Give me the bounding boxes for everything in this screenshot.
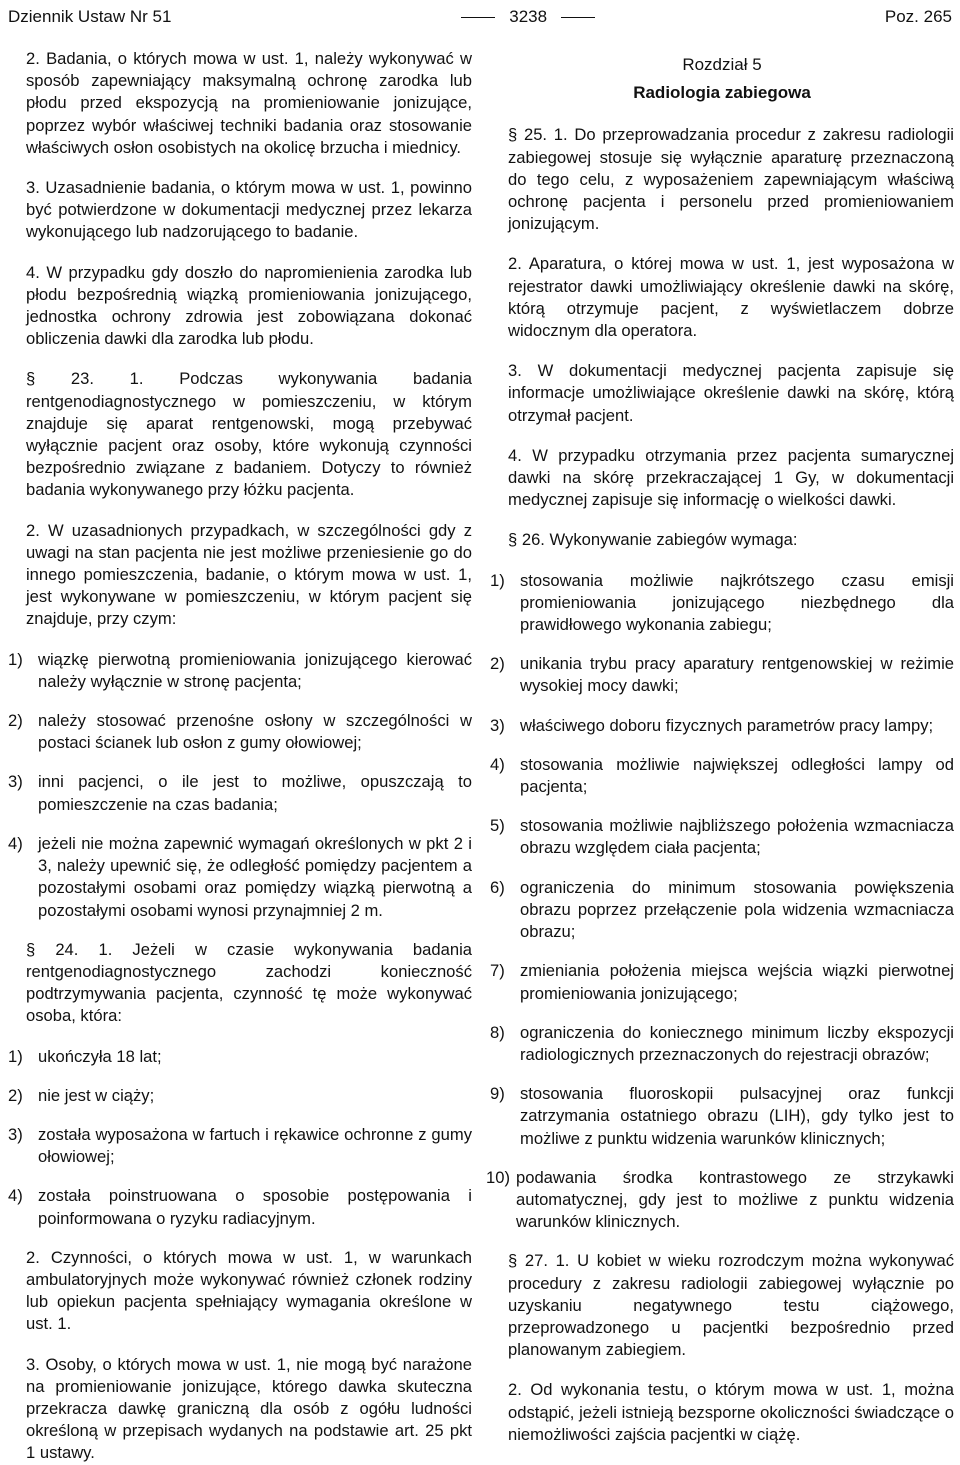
paragraph: § 24. 1. Jeżeli w czasie wykonywania badania rentgenodiagnostycznego zachodzi konieczność podtrzymywania pacjenta, czynność tę może wykonywać osoba, która: [26,939,472,1026]
list-text: zmieniania położenia miejsca wejścia wiązki pierwotnej promieniowania jonizującego; [520,961,954,1003]
paragraph: § 26. Wykonywanie zabiegów wymaga: [508,530,798,550]
list-item [8,771,472,815]
paragraph: 2. W uzasadnionych przypadkach, w szczególności gdy z uwagi na stan pacjenta nie jest możliwe przeniesienie go do innego pomieszczenia, badanie, o którym mowa w ust. 1, jest wykonywane w pomieszczeniu, w którym pacjent się znajduje, przy czym: [26,520,472,629]
paragraph: 3. Uzasadnienie badania, o którym mowa w ust. 1, powinno być potwierdzone w dokumentacji medycznej przez lekarza wykonującego lub nadzorującego to badanie. [26,178,472,242]
list-item [490,570,954,637]
list-text: podawania środka kontrastowego ze strzykawki automatycznej, gdy jest to możliwe z punktu widzenia warunków klinicznych. [516,1167,954,1232]
text-columns [8,48,954,1463]
dash-right [561,17,595,18]
list-text: została wyposażona w fartuch i rękawice ochronne z gumy ołowiowej; [38,1124,472,1167]
list-item [8,1085,472,1107]
list-text: wiązkę pierwotną promieniowania jonizującego kierować należy wyłącznie w stronę pacjenta; [38,649,472,691]
list-item [490,754,954,798]
right-column [486,48,954,1447]
chapter-number: Rozdział 5 [682,55,762,74]
list-item [490,715,954,737]
paragraph: 2. Badania, o których mowa w ust. 1, należy wykonywać w sposób zapewniający maksymalną ochronę zarodka lub płodu przed ekspozycją na promieniowanie jonizujące, poprzez wybór właściwej techniki badania oraz stosowanie właściwych osłon osobistych na okolicę brzucha i miednicy. [26,49,472,157]
list-number: 2) [8,711,23,731]
paragraph: 3. Osoby, o których mowa w ust. 1, nie mogą być narażone na promieniowanie jonizujące, którego dawka skuteczna przekracza dawkę graniczną dla osób z ogółu ludności określoną w przepisach wydanych na podstawie art. 25 pkt 1 ustawy. [26,1354,472,1463]
list-text: unikania trybu pracy aparatury rentgenowskiej w reżimie wysokiej mocy dawki; [520,654,954,696]
chapter-title: Radiologia zabiegowa [633,83,811,103]
list-item [490,1083,954,1150]
list-item [8,1046,472,1068]
list-text: nie jest w ciąży; [38,1085,155,1105]
list-number: 3) [8,1124,23,1144]
list-item [490,960,954,1004]
dash-left [461,17,495,18]
list-text: ograniczenia do koniecznego minimum liczby ekspozycji radiologicznych przeznaczonych do rejestracji obrazów; [520,1022,954,1064]
paragraph: § 25. 1. Do przeprowadzania procedur z zakresu radiologii zabiegowej stosuje się wyłącznie aparaturę przeznaczoną do tego celu, z wyposażeniem zapewniającym właściwą ochronę pacjenta i personelu przed promieniowaniem jonizującym. [508,125,954,234]
position-number: Poz. 265 [884,7,952,26]
paragraph: 2. Od wykonania testu, o którym mowa w ust. 1, można odstąpić, jeżeli istnieją bezsporne okoliczności świadczące o niemożliwości zajścia pacjentki w ciążę. [508,1380,954,1444]
list-number: 1) [490,570,505,590]
paragraph: 3. W dokumentacji medycznej pacjenta zapisuje się informacje umożliwiające określenie dawki na skórę, którą otrzymał pacjent. [508,361,954,425]
list-item [490,877,954,944]
list-text: stosowania fluoroskopii pulsacyjnej oraz funkcji zatrzymania ostatniego obrazu (LIH), gdy tylko jest to możliwe z punktu widzenia warunków klinicznych; [520,1084,954,1148]
list-text: została poinstruowana o sposobie postępowania i poinformowana o ryzyku radiacyjnym. [38,1186,472,1228]
list-text: jeżeli nie można zapewnić wymagań określonych w pkt 2 i 3, należy upewnić się, że odległość pomiędzy pacjentem a pozostałymi osobami oraz pomiędzy wiązką pierwotną a pozostałymi osobami wynosi przynajmniej 2 m. [38,833,472,920]
list-item [490,653,954,697]
list-item [8,833,472,922]
list-text: należy stosować przenośne osłony w szczególności w postaci ścianek lub osłon z gumy ołowiowej; [38,711,472,753]
list-number: 10) [486,1167,510,1187]
paragraph: § 23. 1. Podczas wykonywania badania rentgenodiagnostycznego w pomieszczeniu, w którym znajduje się aparat rentgenowski, mogą przebywać wyłącznie pacjent oraz osoby, które wykonują czynności bezpośrednio związane z badaniem. Dotyczy to również badania wykonywanego przy łóżku pacjenta. [26,369,472,500]
list-item [8,1124,472,1168]
page-number: 3238 [509,7,548,26]
journal-title: Dziennik Ustaw Nr 51 [8,7,172,26]
list-text: stosowania możliwie najbliższego położenia wzmacniacza obrazu względem ciała pacjenta; [520,816,954,858]
page-number-block [461,7,595,27]
list-text: stosowania możliwie najkrótszego czasu emisji promieniowania jonizującego niezbędnego dla prawidłowego wykonania zabiegu; [520,570,954,635]
list-number: 5) [490,816,505,836]
paragraph: 2. Czynności, o których mowa w ust. 1, w warunkach ambulatoryjnych może wykonywać również członek rodziny lub opiekun pacjenta spełniający wymagania określone w ust. 1. [26,1247,472,1334]
list-text: ukończyła 18 lat; [38,1046,162,1066]
list-number: 1) [8,1046,23,1066]
paragraph: 4. W przypadku otrzymania przez pacjenta sumarycznej dawki na skórę przekraczającej 1 Gy, w dokumentacji medycznej zapisuje się informację o wielkości dawki. [508,445,954,510]
paragraph: § 27. 1. U kobiet w wieku rozrodczym można wykonywać procedury z zakresu radiologii zabiegowej wyłącznie po uzyskaniu negatywnego testu ciążowego, przeprowadzonego u pacjentki bezpośrednio przed planowanym zabiegiem. [508,1251,954,1360]
list-text: właściwego doboru fizycznych parametrów pracy lampy; [520,715,934,735]
list-item [486,1167,954,1234]
list-number: 4) [8,833,23,853]
list-number: 3) [490,715,505,735]
list-item [8,1185,472,1229]
list-text: stosowania możliwie największej odległości lampy od pacjenta; [520,754,954,797]
list-number: 6) [490,877,505,897]
list-number: 3) [8,772,23,792]
list-item [8,710,472,754]
list-number: 7) [490,961,505,981]
paragraph: 2. Aparatura, o której mowa w ust. 1, jest wyposażona w rejestrator dawki umożliwiający określenie dawki na skórę, którą otrzymuje pacjent, z wyświetlaczem dobrze widocznym dla operatora. [508,254,954,341]
list-number: 8) [490,1022,505,1042]
list-number: 4) [490,754,505,774]
list-item [8,649,472,693]
paragraph: 4. W przypadku gdy doszło do napromienienia zarodka lub płodu bezpośrednią wiązką promieniowania jonizującego, jednostka ochrony zdrowia jest zobowiązana dokonać obliczenia dawki dla zarodka lub płodu. [26,262,472,349]
list-item [490,1022,954,1066]
list-text: inni pacjenci, o ile jest to możliwe, opuszczają to pomieszczenie na czas badania; [38,772,472,814]
list-number: 4) [8,1186,23,1206]
list-number: 2) [490,654,505,674]
list-text: ograniczenia do minimum stosowania powiększenia obrazu poprzez przełączenie pola widzenia wzmacniacza obrazu; [520,877,954,942]
list-number: 1) [8,649,23,669]
left-column [8,48,472,1463]
list-number: 2) [8,1085,23,1105]
list-item [490,815,954,859]
page-header [8,0,952,34]
list-number: 9) [490,1084,505,1104]
